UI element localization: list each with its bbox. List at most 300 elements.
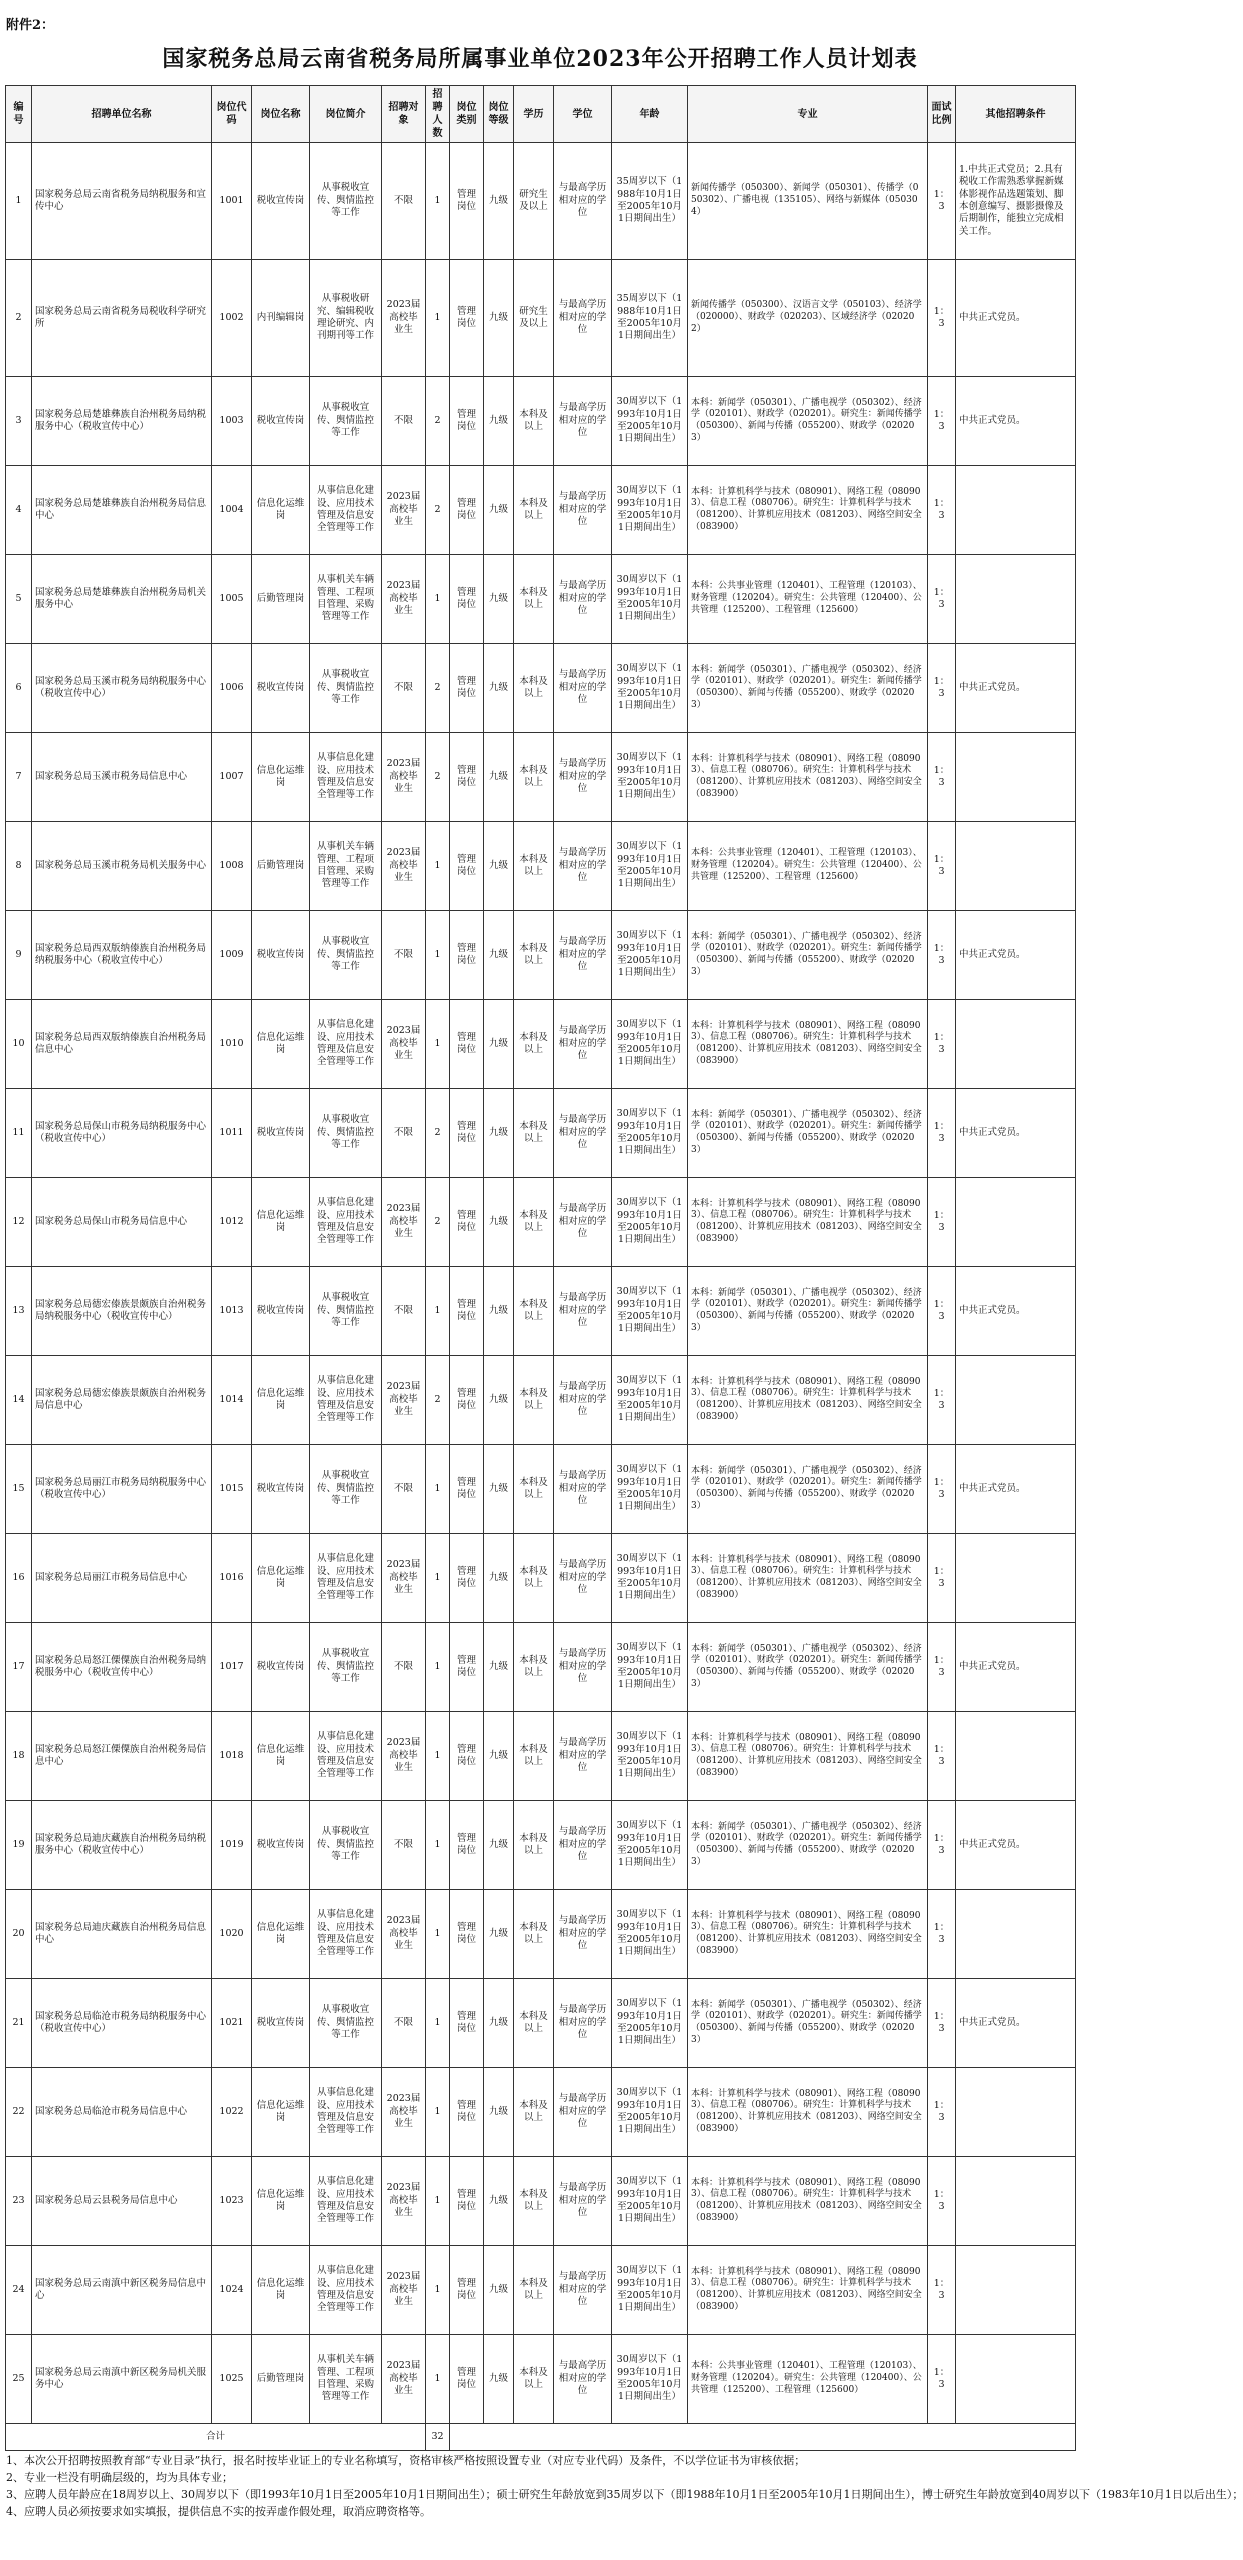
column-header: 岗位类别 [450, 86, 484, 143]
column-header: 岗位简介 [310, 86, 382, 143]
table-cell: 信息化运维岗 [252, 2246, 310, 2335]
table-cell: 国家税务总局楚雄彝族自治州税务局机关服务中心 [32, 555, 212, 644]
column-header: 面试比例 [928, 86, 956, 143]
table-row [6, 1089, 1076, 1178]
table-cell: 九级 [484, 822, 514, 911]
table-cell [956, 2068, 1076, 2157]
table-cell: 1：3 [928, 1445, 956, 1534]
table-cell: 1：3 [928, 2068, 956, 2157]
table-cell [956, 1534, 1076, 1623]
table-cell: 17 [6, 1623, 32, 1712]
table-cell: 九级 [484, 1356, 514, 1445]
table-cell: 30周岁以下（1993年10月1日至2005年10月1日期间出生） [612, 1178, 688, 1267]
table-cell: 1：3 [928, 143, 956, 260]
column-header: 编号 [6, 86, 32, 143]
table-cell: 本科：计算机科学与技术（080901）、网络工程（080903）、信息工程（080706）。研究生：计算机科学与技术（081200）、计算机应用技术（081203）、网络空间安全（083900） [688, 1000, 928, 1089]
table-cell: 从事信息化建设、应用技术管理及信息安全管理等工作 [310, 2157, 382, 2246]
table-cell: 1017 [212, 1623, 252, 1712]
table-cell: 九级 [484, 2246, 514, 2335]
table-cell: 税收宣传岗 [252, 644, 310, 733]
table-cell: 国家税务总局德宏傣族景颇族自治州税务局信息中心 [32, 1356, 212, 1445]
table-cell: 九级 [484, 911, 514, 1000]
table-cell: 本科：新闻学（050301）、广播电视学（050302）、经济学（020101）、财政学（020201）。研究生：新闻传播学（050300）、新闻与传播（055200）、财政学（020203） [688, 377, 928, 466]
table-cell: 2023届高校毕业生 [382, 822, 426, 911]
table-cell: 国家税务总局迪庆藏族自治州税务局纳税服务中心（税收宣传中心） [32, 1801, 212, 1890]
table-cell: 本科：公共事业管理（120401）、工程管理（120103）、财务管理（120204）。研究生：公共管理（120400）、公共管理（125200）、工程管理（125600） [688, 822, 928, 911]
table-row [6, 1712, 1076, 1801]
table-cell: 1：3 [928, 822, 956, 911]
footnote: 4、应聘人员必须按要求如实填报，提供信息不实的按弄虚作假处理，取消应聘资格等。 [6, 2505, 431, 2518]
table-cell: 中共正式党员。 [956, 260, 1076, 377]
table-cell: 本科及以上 [514, 1534, 554, 1623]
table-cell: 10 [6, 1000, 32, 1089]
table-cell: 本科：公共事业管理（120401）、工程管理（120103）、财务管理（120204）。研究生：公共管理（120400）、公共管理（125200）、工程管理（125600） [688, 2335, 928, 2424]
table-cell: 中共正式党员。 [956, 1979, 1076, 2068]
table-cell: 1 [426, 1623, 450, 1712]
table-cell: 与最高学历相对应的学位 [554, 822, 612, 911]
table-cell: 本科：计算机科学与技术（080901）、网络工程（080903）、信息工程（080706）。研究生：计算机科学与技术（081200）、计算机应用技术（081203）、网络空间安全（083900） [688, 466, 928, 555]
table-cell: 1006 [212, 644, 252, 733]
table-cell: 30周岁以下（1993年10月1日至2005年10月1日期间出生） [612, 1979, 688, 2068]
table-cell: 从事信息化建设、应用技术管理及信息安全管理等工作 [310, 2246, 382, 2335]
table-cell: 从事税收宣传、舆情监控等工作 [310, 1089, 382, 1178]
table-cell: 30周岁以下（1993年10月1日至2005年10月1日期间出生） [612, 1534, 688, 1623]
table-cell: 与最高学历相对应的学位 [554, 466, 612, 555]
table-cell: 1016 [212, 1534, 252, 1623]
table-cell: 本科及以上 [514, 1178, 554, 1267]
table-cell: 9 [6, 911, 32, 1000]
table-cell: 8 [6, 822, 32, 911]
table-cell: 与最高学历相对应的学位 [554, 1089, 612, 1178]
table-row [6, 1979, 1076, 2068]
table-cell: 1005 [212, 555, 252, 644]
table-cell: 不限 [382, 143, 426, 260]
table-cell [956, 1712, 1076, 1801]
table-cell: 1 [426, 2068, 450, 2157]
table-cell: 与最高学历相对应的学位 [554, 2246, 612, 2335]
footnote: 3、应聘人员年龄应在18周岁以上、30周岁以下（即1993年10月1日至2005年10月1日期间出生）；硕士研究生年龄放宽到35周岁以下（即1988年10月1日至2005年10月1日期间出生），博士研究生年龄放宽到40周岁以下（1983年10月1日以后出生）； [6, 2488, 1243, 2501]
table-cell: 国家税务总局玉溪市税务局信息中心 [32, 733, 212, 822]
table-cell: 30周岁以下（1993年10月1日至2005年10月1日期间出生） [612, 2335, 688, 2424]
table-cell: 30周岁以下（1993年10月1日至2005年10月1日期间出生） [612, 2157, 688, 2246]
table-cell: 管理岗位 [450, 1890, 484, 1979]
table-cell: 30周岁以下（1993年10月1日至2005年10月1日期间出生） [612, 1267, 688, 1356]
table-row [6, 2335, 1076, 2424]
table-cell: 管理岗位 [450, 1178, 484, 1267]
table-cell: 本科：计算机科学与技术（080901）、网络工程（080903）、信息工程（080706）。研究生：计算机科学与技术（081200）、计算机应用技术（081203）、网络空间安全（083900） [688, 1890, 928, 1979]
table-cell: 30周岁以下（1993年10月1日至2005年10月1日期间出生） [612, 1445, 688, 1534]
table-cell: 从事税收宣传、舆情监控等工作 [310, 1623, 382, 1712]
table-cell: 不限 [382, 1089, 426, 1178]
table-cell: 2 [426, 377, 450, 466]
table-cell: 本科：新闻学（050301）、广播电视学（050302）、经济学（020101）、财政学（020201）。研究生：新闻传播学（050300）、新闻与传播（055200）、财政学（020203） [688, 1267, 928, 1356]
table-cell: 九级 [484, 377, 514, 466]
table-cell: 1 [6, 143, 32, 260]
table-cell: 本科及以上 [514, 644, 554, 733]
table-row [6, 143, 1076, 260]
table-cell: 税收宣传岗 [252, 911, 310, 1000]
table-cell [956, 1178, 1076, 1267]
table-cell: 1.中共正式党员；2.具有税收工作需熟悉掌握新媒体影视作品选题策划、脚本创意编写、摄影摄像及后期制作，能独立完成相关工作。 [956, 143, 1076, 260]
table-row [6, 1801, 1076, 1890]
table-cell: 本科及以上 [514, 1979, 554, 2068]
table-row [6, 2068, 1076, 2157]
table-cell: 24 [6, 2246, 32, 2335]
table-cell: 管理岗位 [450, 260, 484, 377]
table-cell: 1：3 [928, 733, 956, 822]
table-cell: 国家税务总局玉溪市税务局纳税服务中心（税收宣传中心） [32, 644, 212, 733]
table-cell: 九级 [484, 1712, 514, 1801]
table-cell: 1018 [212, 1712, 252, 1801]
table-cell: 管理岗位 [450, 2157, 484, 2246]
table-cell: 税收宣传岗 [252, 1089, 310, 1178]
table-cell: 2023届高校毕业生 [382, 1534, 426, 1623]
table-cell: 1 [426, 911, 450, 1000]
table-cell: 与最高学历相对应的学位 [554, 1000, 612, 1089]
table-cell: 信息化运维岗 [252, 1890, 310, 1979]
table-cell: 管理岗位 [450, 822, 484, 911]
table-cell: 本科及以上 [514, 1801, 554, 1890]
table-cell: 从事信息化建设、应用技术管理及信息安全管理等工作 [310, 1356, 382, 1445]
table-cell: 中共正式党员。 [956, 1623, 1076, 1712]
table-cell: 管理岗位 [450, 1534, 484, 1623]
table-cell: 1019 [212, 1801, 252, 1890]
table-cell: 国家税务总局西双版纳傣族自治州税务局信息中心 [32, 1000, 212, 1089]
table-cell: 2023届高校毕业生 [382, 2246, 426, 2335]
table-cell: 不限 [382, 377, 426, 466]
column-header: 岗位名称 [252, 86, 310, 143]
table-cell: 管理岗位 [450, 1445, 484, 1534]
table-cell: 1：3 [928, 1178, 956, 1267]
table-cell: 国家税务总局怒江傈僳族自治州税务局信息中心 [32, 1712, 212, 1801]
column-header: 学位 [554, 86, 612, 143]
table-cell: 2023届高校毕业生 [382, 2068, 426, 2157]
column-header: 招聘人数 [426, 86, 450, 143]
table-cell: 本科及以上 [514, 1089, 554, 1178]
table-cell: 九级 [484, 1089, 514, 1178]
table-cell: 与最高学历相对应的学位 [554, 644, 612, 733]
table-cell: 30周岁以下（1993年10月1日至2005年10月1日期间出生） [612, 911, 688, 1000]
table-cell: 30周岁以下（1993年10月1日至2005年10月1日期间出生） [612, 2246, 688, 2335]
table-cell: 1021 [212, 1979, 252, 2068]
table-row [6, 1267, 1076, 1356]
table-row [6, 555, 1076, 644]
table-cell: 国家税务总局临沧市税务局纳税服务中心（税收宣传中心） [32, 1979, 212, 2068]
column-header: 招聘对象 [382, 86, 426, 143]
column-header: 岗位代码 [212, 86, 252, 143]
table-cell: 国家税务总局云南省税务局纳税服务和宣传中心 [32, 143, 212, 260]
table-cell: 中共正式党员。 [956, 1801, 1076, 1890]
table-row [6, 2157, 1076, 2246]
table-cell: 1：3 [928, 1623, 956, 1712]
table-cell: 2 [426, 1089, 450, 1178]
table-cell: 信息化运维岗 [252, 1000, 310, 1089]
table-cell [956, 733, 1076, 822]
footnote: 1、本次公开招聘按照教育部“专业目录”执行，报名时按毕业证上的专业名称填写，资格审核严格按照设置专业（对应专业代码）及条件，不以学位证书为审核依据； [6, 2454, 806, 2467]
table-cell: 与最高学历相对应的学位 [554, 1623, 612, 1712]
table-cell: 信息化运维岗 [252, 2157, 310, 2246]
table-cell: 19 [6, 1801, 32, 1890]
table-cell: 30周岁以下（1993年10月1日至2005年10月1日期间出生） [612, 1623, 688, 1712]
table-cell: 1：3 [928, 1712, 956, 1801]
table-cell: 30周岁以下（1993年10月1日至2005年10月1日期间出生） [612, 1000, 688, 1089]
table-cell: 2023届高校毕业生 [382, 1890, 426, 1979]
table-cell: 1022 [212, 2068, 252, 2157]
table-cell [956, 1890, 1076, 1979]
table-cell: 管理岗位 [450, 2246, 484, 2335]
table-cell [956, 1000, 1076, 1089]
table-cell: 1013 [212, 1267, 252, 1356]
table-cell: 九级 [484, 555, 514, 644]
table-cell: 内刊编辑岗 [252, 260, 310, 377]
column-header: 专业 [688, 86, 928, 143]
table-cell: 30周岁以下（1993年10月1日至2005年10月1日期间出生） [612, 822, 688, 911]
table-cell: 本科及以上 [514, 377, 554, 466]
table-cell: 国家税务总局楚雄彝族自治州税务局纳税服务中心（税收宣传中心） [32, 377, 212, 466]
table-cell: 1：3 [928, 260, 956, 377]
table-cell: 1 [426, 2157, 450, 2246]
table-cell: 本科：计算机科学与技术（080901）、网络工程（080903）、信息工程（080706）。研究生：计算机科学与技术（081200）、计算机应用技术（081203）、网络空间安全（083900） [688, 2246, 928, 2335]
total-row [6, 2424, 1076, 2451]
table-cell: 管理岗位 [450, 2335, 484, 2424]
table-cell: 不限 [382, 1623, 426, 1712]
table-cell: 2 [426, 644, 450, 733]
table-cell: 研究生及以上 [514, 143, 554, 260]
table-cell: 从事信息化建设、应用技术管理及信息安全管理等工作 [310, 1712, 382, 1801]
table-cell: 30周岁以下（1993年10月1日至2005年10月1日期间出生） [612, 644, 688, 733]
table-cell: 从事机关车辆管理、工程项目管理、采购管理等工作 [310, 555, 382, 644]
table-cell: 不限 [382, 1979, 426, 2068]
table-cell: 1 [426, 1801, 450, 1890]
table-cell: 从事税收宣传、舆情监控等工作 [310, 911, 382, 1000]
table-cell: 从事信息化建设、应用技术管理及信息安全管理等工作 [310, 1534, 382, 1623]
table-cell: 管理岗位 [450, 1356, 484, 1445]
table-cell: 研究生及以上 [514, 260, 554, 377]
table-cell: 本科：计算机科学与技术（080901）、网络工程（080903）、信息工程（080706）。研究生：计算机科学与技术（081200）、计算机应用技术（081203）、网络空间安全（083900） [688, 1178, 928, 1267]
table-cell: 30周岁以下（1993年10月1日至2005年10月1日期间出生） [612, 2068, 688, 2157]
table-cell: 25 [6, 2335, 32, 2424]
table-cell: 与最高学历相对应的学位 [554, 1890, 612, 1979]
table-row [6, 1000, 1076, 1089]
table-cell: 九级 [484, 1623, 514, 1712]
table-cell: 1：3 [928, 1890, 956, 1979]
table-cell: 后勤管理岗 [252, 555, 310, 644]
table-cell: 与最高学历相对应的学位 [554, 260, 612, 377]
footnote: 2、专业一栏没有明确层级的，均为具体专业； [6, 2471, 233, 2484]
table-cell: 信息化运维岗 [252, 1178, 310, 1267]
table-cell: 从事税收宣传、舆情监控等工作 [310, 644, 382, 733]
table-cell: 税收宣传岗 [252, 1623, 310, 1712]
table-row [6, 466, 1076, 555]
table-cell: 九级 [484, 1979, 514, 2068]
table-cell: 1 [426, 260, 450, 377]
table-cell: 2 [6, 260, 32, 377]
table-cell: 中共正式党员。 [956, 1445, 1076, 1534]
table-cell: 与最高学历相对应的学位 [554, 1801, 612, 1890]
table-cell: 中共正式党员。 [956, 644, 1076, 733]
table-cell: 11 [6, 1089, 32, 1178]
table-cell: 2023届高校毕业生 [382, 1000, 426, 1089]
table-cell [956, 2157, 1076, 2246]
table-cell: 1009 [212, 911, 252, 1000]
table-cell: 30周岁以下（1993年10月1日至2005年10月1日期间出生） [612, 1801, 688, 1890]
table-cell: 九级 [484, 466, 514, 555]
table-cell: 本科及以上 [514, 1712, 554, 1801]
table-cell: 九级 [484, 733, 514, 822]
table-cell: 30周岁以下（1993年10月1日至2005年10月1日期间出生） [612, 733, 688, 822]
table-cell: 新闻传播学（050300）、新闻学（050301）、传播学（050302）、广播电视（135105）、网络与新媒体（050304） [688, 143, 928, 260]
table-cell: 国家税务总局临沧市税务局信息中心 [32, 2068, 212, 2157]
table-cell: 不限 [382, 911, 426, 1000]
recruitment-table [5, 85, 1076, 2451]
table-cell: 与最高学历相对应的学位 [554, 377, 612, 466]
table-cell: 6 [6, 644, 32, 733]
table-cell: 国家税务总局怒江傈僳族自治州税务局纳税服务中心（税收宣传中心） [32, 1623, 212, 1712]
table-cell: 从事信息化建设、应用技术管理及信息安全管理等工作 [310, 466, 382, 555]
table-cell: 国家税务总局云南省税务局税收科学研究所 [32, 260, 212, 377]
table-cell: 本科及以上 [514, 1267, 554, 1356]
table-cell: 1：3 [928, 377, 956, 466]
table-cell: 国家税务总局玉溪市税务局机关服务中心 [32, 822, 212, 911]
table-cell: 与最高学历相对应的学位 [554, 1445, 612, 1534]
table-cell: 不限 [382, 1267, 426, 1356]
table-cell: 1：3 [928, 1979, 956, 2068]
table-row [6, 1356, 1076, 1445]
table-cell: 1020 [212, 1890, 252, 1979]
table-cell: 管理岗位 [450, 555, 484, 644]
table-row [6, 1534, 1076, 1623]
table-row [6, 822, 1076, 911]
table-cell: 5 [6, 555, 32, 644]
table-cell: 与最高学历相对应的学位 [554, 1712, 612, 1801]
table-cell: 2023届高校毕业生 [382, 2335, 426, 2424]
table-cell: 1015 [212, 1445, 252, 1534]
table-cell: 1 [426, 1712, 450, 1801]
table-cell: 30周岁以下（1993年10月1日至2005年10月1日期间出生） [612, 555, 688, 644]
table-cell: 本科及以上 [514, 1356, 554, 1445]
table-cell: 1011 [212, 1089, 252, 1178]
table-cell: 1：3 [928, 911, 956, 1000]
table-cell: 税收宣传岗 [252, 1267, 310, 1356]
table-cell: 管理岗位 [450, 1089, 484, 1178]
table-cell: 12 [6, 1178, 32, 1267]
table-row [6, 733, 1076, 822]
table-cell: 九级 [484, 1801, 514, 1890]
table-cell: 国家税务总局保山市税务局信息中心 [32, 1178, 212, 1267]
table-cell: 九级 [484, 1000, 514, 1089]
table-cell: 30周岁以下（1993年10月1日至2005年10月1日期间出生） [612, 1356, 688, 1445]
table-row [6, 1445, 1076, 1534]
table-cell: 本科：计算机科学与技术（080901）、网络工程（080903）、信息工程（080706）。研究生：计算机科学与技术（081200）、计算机应用技术（081203）、网络空间安全（083900） [688, 1712, 928, 1801]
table-cell: 本科及以上 [514, 733, 554, 822]
table-cell: 从事税收研究、编辑税收理论研究、内刊期刊等工作 [310, 260, 382, 377]
table-cell: 1：3 [928, 2157, 956, 2246]
table-cell: 本科：新闻学（050301）、广播电视学（050302）、经济学（020101）、财政学（020201）。研究生：新闻传播学（050300）、新闻与传播（055200）、财政学（020203） [688, 1089, 928, 1178]
table-cell: 九级 [484, 2068, 514, 2157]
table-cell: 1007 [212, 733, 252, 822]
table-cell: 从事信息化建设、应用技术管理及信息安全管理等工作 [310, 1178, 382, 1267]
table-cell: 1023 [212, 2157, 252, 2246]
table-cell: 本科：新闻学（050301）、广播电视学（050302）、经济学（020101）、财政学（020201）。研究生：新闻传播学（050300）、新闻与传播（055200）、财政学（020203） [688, 1979, 928, 2068]
table-cell: 与最高学历相对应的学位 [554, 2157, 612, 2246]
table-cell: 税收宣传岗 [252, 1445, 310, 1534]
table-cell: 与最高学历相对应的学位 [554, 143, 612, 260]
table-cell: 与最高学历相对应的学位 [554, 2068, 612, 2157]
table-cell: 22 [6, 2068, 32, 2157]
table-cell: 1 [426, 822, 450, 911]
table-cell: 本科及以上 [514, 2246, 554, 2335]
table-cell: 3 [6, 377, 32, 466]
table-cell: 1：3 [928, 1801, 956, 1890]
table-cell: 国家税务总局丽江市税务局纳税服务中心（税收宣传中心） [32, 1445, 212, 1534]
column-header: 岗位等级 [484, 86, 514, 143]
table-cell: 税收宣传岗 [252, 143, 310, 260]
table-cell: 2 [426, 1356, 450, 1445]
table-cell: 1 [426, 1534, 450, 1623]
table-cell: 1 [426, 1979, 450, 2068]
table-cell: 九级 [484, 143, 514, 260]
table-row [6, 1178, 1076, 1267]
table-cell: 税收宣传岗 [252, 377, 310, 466]
table-cell: 2 [426, 1178, 450, 1267]
table-cell: 2023届高校毕业生 [382, 1712, 426, 1801]
table-cell: 本科：新闻学（050301）、广播电视学（050302）、经济学（020101）、财政学（020201）。研究生：新闻传播学（050300）、新闻与传播（055200）、财政学（020203） [688, 1623, 928, 1712]
table-cell: 后勤管理岗 [252, 822, 310, 911]
table-cell: 从事信息化建设、应用技术管理及信息安全管理等工作 [310, 2068, 382, 2157]
table-cell [956, 466, 1076, 555]
table-cell: 管理岗位 [450, 1267, 484, 1356]
table-cell: 与最高学历相对应的学位 [554, 1534, 612, 1623]
table-cell: 35周岁以下（1988年10月1日至2005年10月1日期间出生） [612, 143, 688, 260]
table-cell: 1008 [212, 822, 252, 911]
table-cell: 1010 [212, 1000, 252, 1089]
table-cell: 管理岗位 [450, 733, 484, 822]
table-cell: 2023届高校毕业生 [382, 2157, 426, 2246]
table-cell: 20 [6, 1890, 32, 1979]
column-header: 学历 [514, 86, 554, 143]
table-cell: 本科：新闻学（050301）、广播电视学（050302）、经济学（020101）、财政学（020201）。研究生：新闻传播学（050300）、新闻与传播（055200）、财政学（020203） [688, 644, 928, 733]
table-cell: 与最高学历相对应的学位 [554, 1267, 612, 1356]
table-cell: 中共正式党员。 [956, 1267, 1076, 1356]
table-cell: 2023届高校毕业生 [382, 733, 426, 822]
table-cell: 1：3 [928, 2335, 956, 2424]
table-cell: 本科及以上 [514, 822, 554, 911]
table-cell: 21 [6, 1979, 32, 2068]
table-cell: 管理岗位 [450, 466, 484, 555]
table-row [6, 1890, 1076, 1979]
table-cell: 2023届高校毕业生 [382, 466, 426, 555]
table-row [6, 260, 1076, 377]
table-cell: 本科：新闻学（050301）、广播电视学（050302）、经济学（020101）、财政学（020201）。研究生：新闻传播学（050300）、新闻与传播（055200）、财政学（020203） [688, 1801, 928, 1890]
table-cell: 本科：新闻学（050301）、广播电视学（050302）、经济学（020101）、财政学（020201）。研究生：新闻传播学（050300）、新闻与传播（055200）、财政学（020203） [688, 1445, 928, 1534]
table-cell: 1003 [212, 377, 252, 466]
table-cell [956, 2246, 1076, 2335]
total-count: 32 [426, 2424, 450, 2451]
table-cell: 九级 [484, 1534, 514, 1623]
table-cell: 2023届高校毕业生 [382, 1356, 426, 1445]
table-cell: 1 [426, 1890, 450, 1979]
table-cell: 2 [426, 466, 450, 555]
table-cell: 管理岗位 [450, 1000, 484, 1089]
table-cell: 与最高学历相对应的学位 [554, 733, 612, 822]
table-cell: 与最高学历相对应的学位 [554, 555, 612, 644]
table-cell [956, 1356, 1076, 1445]
table-cell: 与最高学历相对应的学位 [554, 1979, 612, 2068]
table-cell: 1 [426, 143, 450, 260]
table-cell [956, 2335, 1076, 2424]
table-cell: 从事税收宣传、舆情监控等工作 [310, 1979, 382, 2068]
table-cell: 从事税收宣传、舆情监控等工作 [310, 1801, 382, 1890]
